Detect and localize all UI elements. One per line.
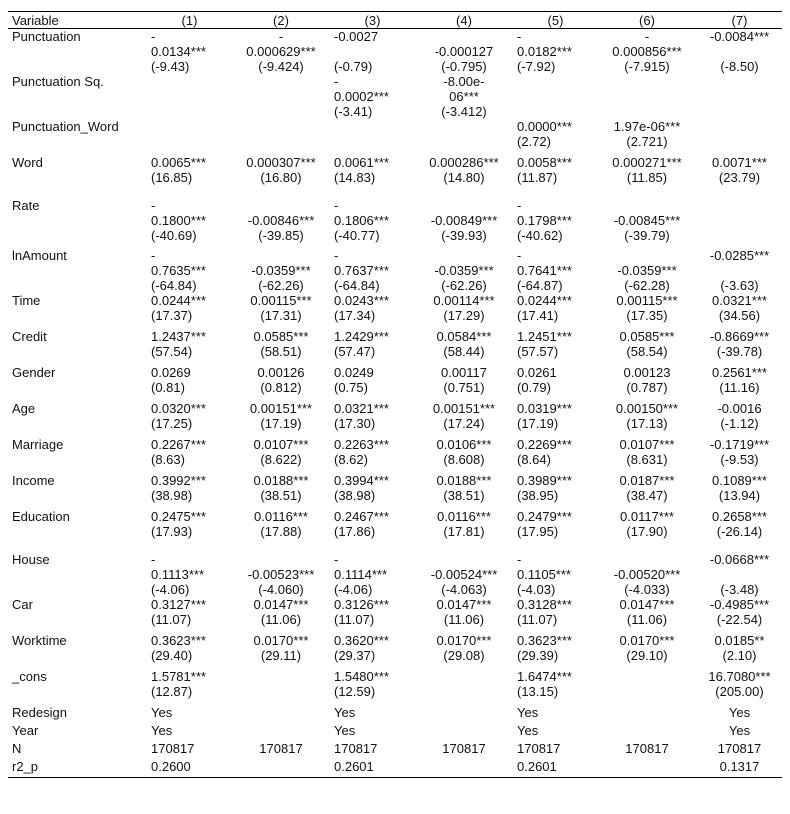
coef-cell-col-4: 0.0116*** (17.81) (437, 509, 491, 539)
coef-cell-col-3: 0.3994*** (38.98) (334, 473, 389, 503)
coef-cell-col-7: Yes (728, 723, 751, 738)
coef-cell-col-7: -0.0285*** (-3.63) (709, 248, 770, 293)
header-row (8, 12, 782, 29)
coef-cell-col-2 (231, 723, 331, 741)
coef-cell-col-4: 0.00151*** (17.24) (432, 401, 496, 431)
coef-cell-col-4 (414, 723, 514, 741)
coef-cell-col-6: 0.0187*** (38.47) (619, 473, 675, 503)
row-variable-label: House (12, 552, 50, 567)
coef-cell-col-1: - 0.1800*** (-40.69) (151, 198, 206, 243)
coef-cell-col-3: 0.2467*** (17.86) (334, 509, 389, 539)
coef-cell-col-1: 0.0269 (0.81) (151, 365, 191, 395)
row-variable-label: _cons (12, 669, 47, 684)
coef-cell-col-6: 0.00150*** (17.13) (615, 401, 679, 431)
table-row (8, 705, 782, 723)
coef-cell-col-3: 1.5480*** (12.59) (334, 669, 389, 699)
coef-cell-col-4: -0.00849*** (-39.93) (430, 213, 498, 243)
row-variable-label: Age (12, 401, 36, 416)
coef-cell-col-3: 0.0249 (0.75) (334, 365, 374, 395)
table-row (8, 119, 782, 155)
header-variable: Variable (8, 12, 148, 29)
coef-cell-col-1: 0.2267*** (8.63) (151, 437, 206, 467)
table-row (8, 437, 782, 473)
coef-cell-col-3: Yes (334, 723, 356, 738)
coef-cell-col-2: - 0.000629*** (-9.424) (246, 29, 316, 74)
row-variable-label: Credit (12, 329, 47, 344)
row-variable-label: Year (12, 723, 39, 738)
coef-cell-col-3 (331, 119, 414, 155)
coef-cell-col-5: 0.2601 (514, 759, 597, 777)
coef-cell-col-2: -0.00523*** (-4.060) (247, 567, 315, 597)
table-row (8, 633, 782, 669)
table-row (8, 759, 782, 777)
coef-cell-col-4: 0.00117 (0.751) (440, 365, 488, 395)
coef-cell-col-7: 0.0071*** (23.79) (712, 155, 767, 185)
table-row (8, 723, 782, 741)
table-row (8, 552, 782, 597)
regression-table (8, 11, 782, 778)
coef-cell-col-2: 0.00115*** (17.31) (250, 293, 312, 323)
coef-cell-col-4: 0.0584*** (58.44) (436, 329, 492, 359)
coef-cell-col-2: 0.0107*** (8.622) (253, 437, 309, 467)
coef-cell-col-2: -0.00846*** (-39.85) (247, 213, 315, 243)
row-variable-label: Time (12, 293, 41, 308)
coef-cell-col-5: 0.0261 (0.79) (517, 365, 557, 395)
coef-cell-col-1: 0.3127*** (11.07) (151, 597, 206, 627)
coef-cell-col-6: 0.0585*** (58.54) (619, 329, 675, 359)
coef-cell-col-1: 1.5781*** (12.87) (151, 669, 206, 699)
table-row (8, 473, 782, 509)
coef-cell-col-6: 0.0107*** (8.631) (619, 437, 675, 467)
header-col-1: (1) (148, 12, 231, 29)
coef-cell-col-4: 170817 (442, 741, 486, 756)
coef-cell-col-3: - 0.0002*** (-3.41) (334, 74, 389, 119)
coef-cell-col-7: -0.8669*** (-39.78) (709, 329, 770, 359)
coef-cell-col-2 (231, 759, 331, 777)
coef-cell-col-6 (597, 705, 697, 723)
coef-cell-col-4 (414, 669, 514, 705)
coef-cell-col-5: 0.2269*** (8.64) (517, 437, 572, 467)
header-col-6: (6) (597, 12, 697, 29)
coef-cell-col-5: 170817 (517, 741, 561, 756)
coef-cell-col-6: 0.0170*** (29.10) (619, 633, 675, 663)
coef-cell-col-7: -0.0668*** (-3.48) (709, 552, 770, 597)
header-col-2: (2) (231, 12, 331, 29)
row-variable-label: Worktime (12, 633, 67, 648)
coef-cell-col-5 (514, 74, 597, 119)
coef-cell-col-3: 0.2601 (331, 759, 414, 777)
table-row (8, 155, 782, 198)
coef-cell-col-7: -0.1719*** (-9.53) (709, 437, 770, 467)
coef-cell-col-6: - 0.000856*** (-7.915) (612, 29, 682, 74)
coef-cell-col-6: 0.000271*** (11.85) (612, 155, 682, 185)
coef-cell-col-3: 0.3620*** (29.37) (334, 633, 389, 663)
coef-cell-col-5: 0.0244*** (17.41) (517, 293, 572, 323)
coef-cell-col-1: 1.2437*** (57.54) (151, 329, 206, 359)
coef-cell-col-2: 170817 (259, 741, 303, 756)
row-variable-label: N (12, 741, 22, 756)
table-row (8, 198, 782, 248)
row-variable-label: r2_p (8, 759, 148, 777)
coef-cell-col-6: -0.00520*** (-4.033) (613, 567, 681, 597)
coef-cell-col-6: 1.97e-06*** (2.721) (613, 119, 681, 149)
table-row (8, 329, 782, 365)
coef-cell-col-1: 0.0065*** (16.85) (151, 155, 206, 185)
coef-cell-col-3: 1.2429*** (57.47) (334, 329, 389, 359)
coef-cell-col-2 (231, 119, 331, 155)
coef-cell-col-7: 0.2561*** (11.16) (712, 365, 767, 395)
coef-cell-col-6 (597, 723, 697, 741)
coef-cell-col-1: 0.2600 (148, 759, 231, 777)
coef-cell-col-7: 16.7080*** (205.00) (708, 669, 771, 699)
row-variable-label: Car (12, 597, 33, 612)
coef-cell-col-1: - 0.7635*** (-64.84) (151, 248, 206, 293)
coef-cell-col-6: 0.00123 (0.787) (623, 365, 671, 395)
coef-cell-col-4: -0.00524*** (-4.063) (430, 567, 498, 597)
coef-cell-col-1: - 0.1113*** (-4.06) (151, 552, 205, 597)
coef-cell-col-3: -0.0027 (-0.79) (334, 29, 379, 74)
coef-cell-col-1: Yes (151, 705, 173, 720)
coef-cell-col-2 (231, 74, 331, 119)
coef-cell-col-3: - 0.1114*** (-4.06) (334, 552, 388, 597)
coef-cell-col-1: 0.2475*** (17.93) (151, 509, 206, 539)
coef-cell-col-4: 0.000286*** (14.80) (429, 155, 499, 185)
coef-cell-col-3: 0.0243*** (17.34) (334, 293, 389, 323)
row-variable-label: Education (12, 509, 70, 524)
row-variable-label: Redesign (12, 705, 67, 720)
coef-cell-col-4: 0.0170*** (29.08) (436, 633, 492, 663)
coef-cell-col-5: - 0.1105*** (-4.03) (517, 552, 571, 597)
coef-cell-col-1 (148, 119, 231, 155)
coef-cell-col-3: 0.0061*** (14.83) (334, 155, 389, 185)
table-row (8, 29, 782, 75)
coef-cell-col-5: 0.0058*** (11.87) (517, 155, 572, 185)
coef-cell-col-6: 170817 (625, 741, 669, 756)
coef-cell-col-2: -0.0359*** (-62.26) (251, 263, 311, 293)
coef-cell-col-2: 0.00151*** (17.19) (249, 401, 313, 431)
coef-cell-col-5: Yes (517, 705, 539, 720)
coef-cell-col-7 (697, 198, 782, 248)
coef-cell-col-5: - 0.7641*** (-64.87) (517, 248, 572, 293)
table-row (8, 741, 782, 759)
coef-cell-col-7: 0.1317 (697, 759, 782, 777)
coef-cell-col-3: - 0.1806*** (-40.77) (334, 198, 389, 243)
coef-cell-col-7: -0.0016 (-1.12) (717, 401, 762, 431)
coef-cell-col-2 (231, 669, 331, 705)
coef-cell-col-3: - 0.7637*** (-64.84) (334, 248, 389, 293)
coef-cell-col-1 (148, 74, 231, 119)
table-row (8, 597, 782, 633)
row-variable-label: Income (12, 473, 55, 488)
coef-cell-col-4: -8.00e- 06*** (-3.412) (441, 74, 487, 119)
coef-cell-col-3: 0.2263*** (8.62) (334, 437, 389, 467)
coef-cell-col-1: 0.0244*** (17.37) (151, 293, 206, 323)
coef-cell-col-2: 0.0170*** (29.11) (253, 633, 309, 663)
row-variable-label: Word (12, 155, 43, 170)
coef-cell-col-2: 0.0116*** (17.88) (254, 509, 308, 539)
row-variable-label: Punctuation (12, 29, 81, 44)
coef-cell-col-4: 0.0106*** (8.608) (436, 437, 492, 467)
coef-cell-col-5: - 0.1798*** (-40.62) (517, 198, 572, 243)
coef-cell-col-4 (414, 119, 514, 155)
table-row (8, 509, 782, 552)
coef-cell-col-1: 0.3992*** (38.98) (151, 473, 206, 503)
coef-cell-col-3: 0.3126*** (11.07) (334, 597, 389, 627)
coef-cell-col-5: - 0.0182*** (-7.92) (517, 29, 572, 74)
coef-cell-col-7: 0.0321*** (34.56) (712, 293, 767, 323)
row-variable-label: Rate (12, 198, 40, 213)
coef-cell-col-2: 0.00126 (0.812) (257, 365, 305, 395)
row-variable-label: Marriage (12, 437, 64, 452)
header-col-3: (3) (331, 12, 414, 29)
coef-cell-col-3: Yes (334, 705, 356, 720)
coef-cell-col-7: -0.0084*** (-8.50) (709, 29, 770, 74)
coef-cell-col-5: 1.6474*** (13.15) (517, 669, 572, 699)
coef-cell-col-4 (414, 759, 514, 777)
coef-cell-col-5: 0.3128*** (11.07) (517, 597, 572, 627)
coef-cell-col-5: 0.0319*** (17.19) (517, 401, 572, 431)
table-row (8, 365, 782, 401)
table-row (8, 401, 782, 437)
coef-cell-col-6: 0.0147*** (11.06) (619, 597, 675, 627)
coef-cell-col-7: 0.1089*** (13.94) (712, 473, 767, 503)
coef-cell-col-7: -0.4985*** (-22.54) (709, 597, 770, 627)
coef-cell-col-1: 0.0320*** (17.25) (151, 401, 206, 431)
row-variable-label: Gender (12, 365, 56, 380)
coef-cell-col-1: Yes (151, 723, 173, 738)
row-variable-label: Punctuation_Word (12, 119, 119, 134)
coef-cell-col-3: 170817 (334, 741, 378, 756)
coef-cell-col-2: 0.000307*** (16.80) (246, 155, 316, 185)
row-variable-label: Punctuation Sq. (12, 74, 104, 89)
coef-cell-col-4: 0.0147*** (11.06) (436, 597, 492, 627)
header-col-7: (7) (697, 12, 782, 29)
table-row (8, 293, 782, 329)
coef-cell-col-7: 170817 (717, 741, 762, 756)
coef-cell-col-6 (597, 74, 697, 119)
coef-cell-col-4: 0.0188*** (38.51) (436, 473, 492, 503)
table-row (8, 669, 782, 705)
coef-cell-col-6 (597, 759, 697, 777)
coef-cell-col-5: 1.2451*** (57.57) (517, 329, 572, 359)
coef-cell-col-2: 0.0147*** (11.06) (253, 597, 309, 627)
coef-cell-col-7 (697, 119, 782, 155)
coef-cell-col-6: 0.0117*** (17.90) (620, 509, 674, 539)
table-row (8, 248, 782, 293)
coef-cell-col-4: -0.0359*** (-62.26) (434, 263, 494, 293)
coef-cell-col-7: 0.2658*** (-26.14) (712, 509, 767, 539)
coef-cell-col-1: 170817 (151, 741, 195, 756)
coef-cell-col-2: 0.0188*** (38.51) (253, 473, 309, 503)
table-body (8, 29, 782, 778)
table-row (8, 74, 782, 119)
coef-cell-col-6: -0.00845*** (-39.79) (613, 213, 681, 243)
coef-cell-col-4 (414, 705, 514, 723)
header-col-4: (4) (414, 12, 514, 29)
coef-cell-col-3: 0.0321*** (17.30) (334, 401, 389, 431)
coef-cell-col-6 (597, 669, 697, 705)
header-col-5: (5) (514, 12, 597, 29)
coef-cell-col-6: -0.0359*** (-62.28) (617, 263, 677, 293)
coef-cell-col-1: - 0.0134*** (-9.43) (151, 29, 206, 74)
coef-cell-col-2: 0.0585*** (58.51) (253, 329, 309, 359)
coef-cell-col-6: 0.00115*** (17.35) (616, 293, 678, 323)
coef-cell-col-4: 0.00114*** (17.29) (433, 293, 495, 323)
coef-cell-col-5: 0.3989*** (38.95) (517, 473, 572, 503)
coef-cell-col-4: -0.000127 (-0.795) (434, 44, 494, 74)
coef-cell-col-5: 0.3623*** (29.39) (517, 633, 572, 663)
coef-cell-col-5: Yes (517, 723, 539, 738)
row-variable-label: lnAmount (12, 248, 67, 263)
coef-cell-col-7 (697, 74, 782, 119)
coef-cell-col-2 (231, 705, 331, 723)
coef-cell-col-5: 0.2479*** (17.95) (517, 509, 572, 539)
coef-cell-col-7: 0.0185** (2.10) (714, 633, 765, 663)
coef-cell-col-1: 0.3623*** (29.40) (151, 633, 206, 663)
coef-cell-col-7: Yes (728, 705, 751, 720)
coef-cell-col-5: 0.0000*** (2.72) (517, 119, 572, 149)
